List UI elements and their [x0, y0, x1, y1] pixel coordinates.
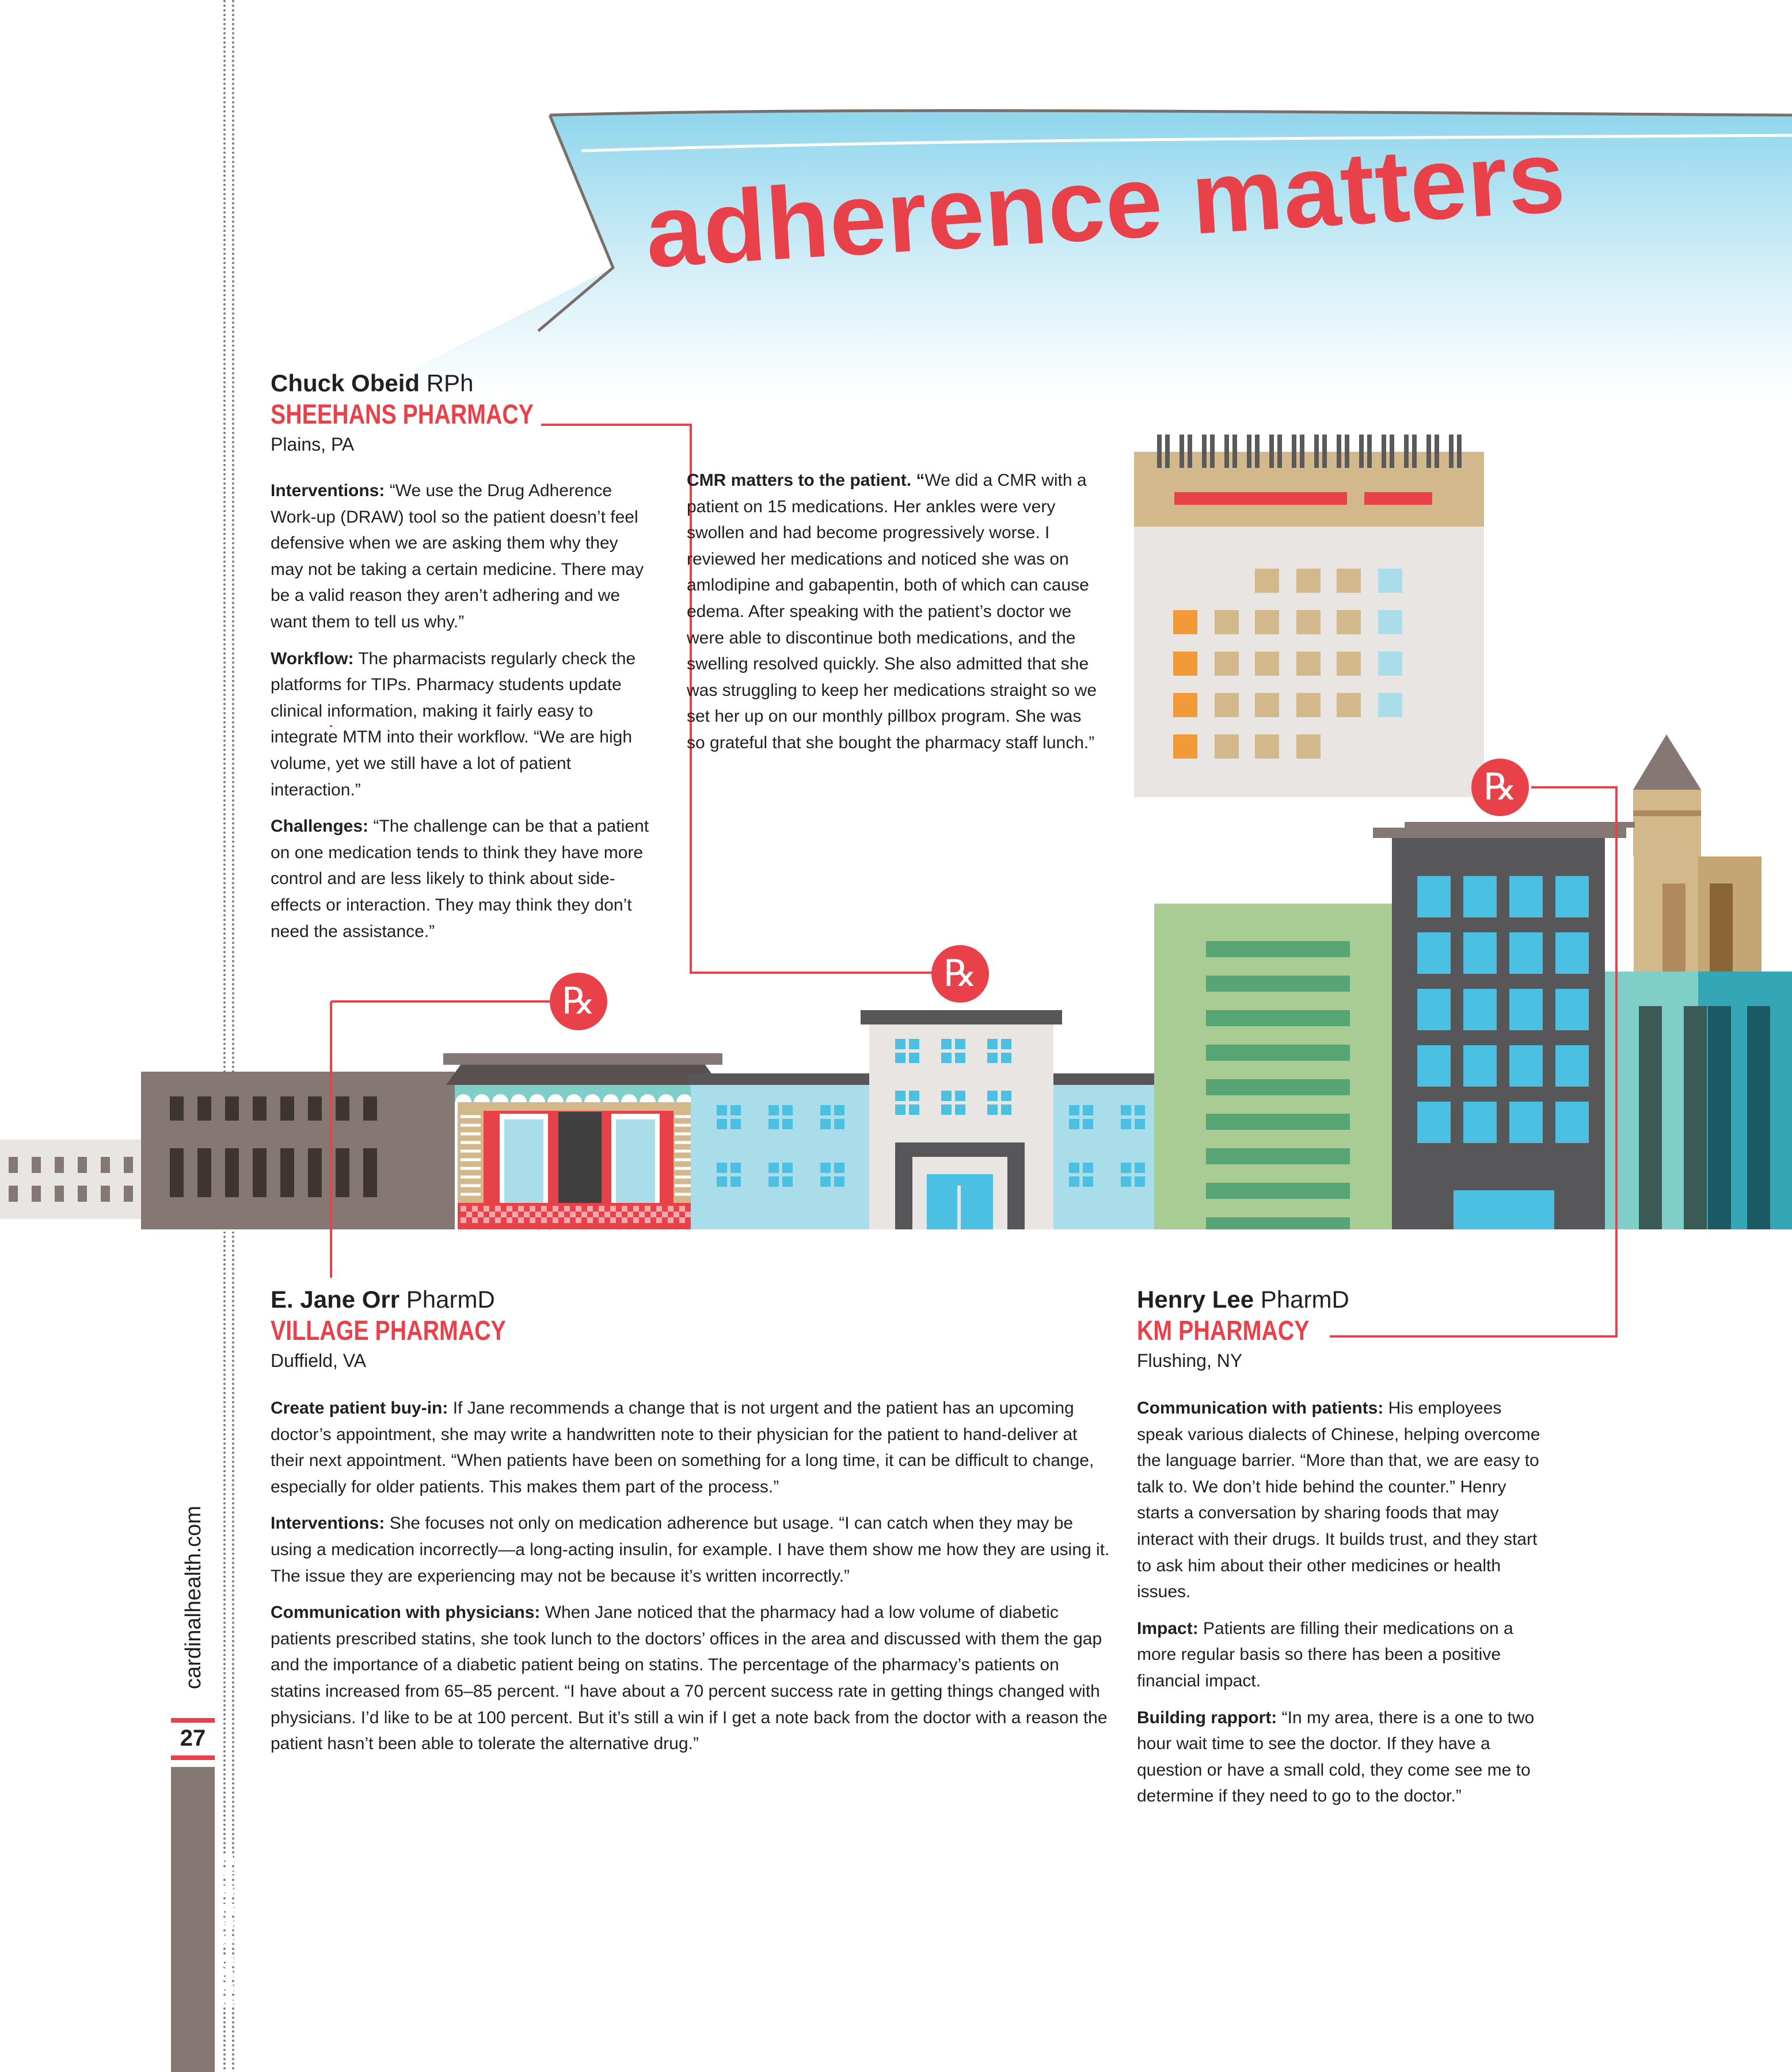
paragraph: Interventions: “We use the Drug Adherence Work-up (DRAW) tool so the patient doesn’t feel defensive when we are asking them why they may not be taking a certain medicine. There may be a valid reason they aren’t adhering and we want them to tell us why.”	[271, 481, 644, 631]
profile-henry	[1137, 1285, 1540, 1373]
paragraph: Impact: Patients are filling their medications on a more regular basis so there has been a positive financial impact.	[1137, 1618, 1513, 1690]
section-label: good medicine	[215, 1854, 239, 2009]
pharmacy-location: Duffield, VA	[271, 1350, 367, 1371]
paragraph: Building rapport: “In my area, there is a one to two hour wait time to see the doctor. If they have a question or have a small cold, they come see me to determine if they need to go to the doctor.”	[1137, 1708, 1535, 1806]
pharmacy-name: KM PHARMACY	[1137, 1316, 1310, 1346]
pharmacy-location: Flushing, NY	[1137, 1350, 1243, 1371]
person-name: E. Jane Orr PharmD	[271, 1286, 495, 1313]
pharmacy-name: SHEEHANS PHARMACY	[271, 399, 534, 430]
paragraph: Communication with physicians: When Jane noticed that the pharmacy had a low volume of diabetic patients prescribed statins, she took lunch to the doctors’ offices in the area and discussed with them the gap and the importance of a diabetic patient being on statins. The percentage of the pharmacy’s patients on statins increased from 65–85 percent. “I have about a 70 percent success rate in getting things changed with physicians. I’d like to be at 100 percent. But it’s still a win if I get a note back from the doctor with a reason the patient hasn’t been able to tolerate the alternative drug.”	[271, 1603, 1108, 1754]
paragraph: Challenges: “The challenge can be that a patient on one medication tends to think they have more control and are less likely to think about side-effects or interaction. They may think they don’t need the assistance.”	[271, 817, 649, 941]
rx-icon: ℞	[1483, 767, 1517, 808]
jane-body	[271, 1395, 1111, 1768]
rx-badge-village	[550, 973, 607, 1030]
paragraph: Create patient buy-in: If Jane recommends a change that is not urgent and the patient has an upcoming doctor’s appointment, she may write a handwritten note to their physician for the patient to hand-deliver at their next appointment. “When patients have been on something for a long time, it can be difficult to change, especially for older patients. This makes them part of the process.”	[271, 1399, 1094, 1496]
pharmacy-name: VILLAGE PHARMACY	[271, 1316, 506, 1346]
cmr-story	[687, 467, 1101, 767]
paragraph: Communication with patients: His employees speak various dialects of Chinese, helping overcome the language barrier. “More than that, we are easy to talk to. We don’t hide behind the counter.” Henry starts a conversation by sharing foods that may interact with their drugs. It builds trust, and they start to ask him about their other medicines or health issues.	[1137, 1399, 1540, 1602]
page-title: adherence matters	[642, 118, 1569, 290]
henry-body	[1137, 1395, 1551, 1820]
paragraph: CMR matters to the patient. “We did a CMR with a patient on 15 medications. Her ankles were very swollen and had become progressively worse. I reviewed her medications and noticed she was on amlodipine and gabapentin, both of which can cause edema. After speaking with the patient’s doctor we were able to discontinue both medications, and the swelling resolved quickly. She also admitted that she was struggling to keep her medications straight so we set her up on our monthly pillbox program. She was so grateful that she bought the pharmacy staff lunch.”	[687, 471, 1097, 752]
person-name: Henry Lee PharmD	[1137, 1286, 1349, 1313]
rx-badge-km	[1471, 759, 1529, 816]
paragraph: Interventions: She focuses not only on medication adherence but usage. “I can catch when they may be using a medication incorrectly—a long-acting insulin, for example. I have them show me how they are using it. The issue they are experiencing may not be because it’s written incorrectly.”	[271, 1514, 1110, 1586]
website-label: cardinalhealth.com	[181, 1506, 206, 1689]
pharmacy-location: Plains, PA	[271, 434, 355, 455]
rx-icon: ℞	[562, 981, 595, 1022]
profile-jane	[271, 1285, 1134, 1373]
rx-badge-sheehans	[931, 945, 989, 1003]
chuck-body	[271, 478, 650, 955]
rx-icon: ℞	[943, 953, 977, 994]
profile-chuck	[271, 368, 650, 457]
page-number: 27	[180, 1726, 206, 1751]
paragraph: Workflow: The pharmacists regularly check the platforms for TIPs. Pharmacy students update clinical information, making it fairly easy to integrate MTM into their workflow. “We are high volume, yet we still have a lot of patient interaction.”	[271, 649, 636, 799]
person-name: Chuck Obeid RPh	[271, 370, 474, 397]
